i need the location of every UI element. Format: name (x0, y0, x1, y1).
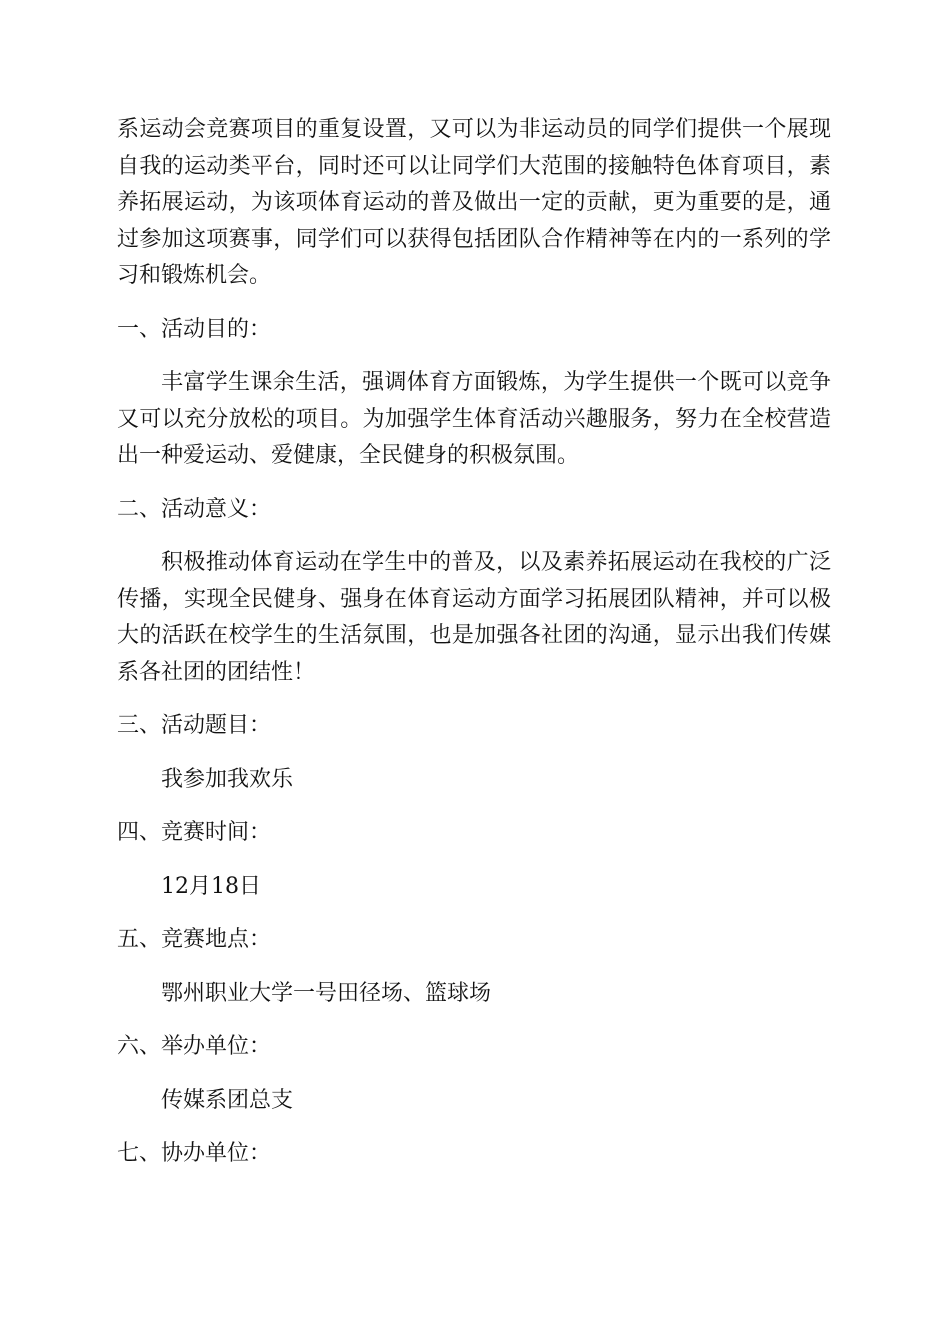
section-heading-location: 五、竞赛地点： (117, 927, 272, 952)
section-body-significance: 积极推动体育运动在学生中的普及，以及素养拓展运动在我校的广泛传播，实现全民健身、强身在体育运动方面学习拓展团队精神，并可以极大的活跃在校学生的生活氛围，也是加强各社团的沟通，显示出我们传媒系各社团的团结性！ (117, 550, 831, 685)
section-body-time: 12月18日 (161, 873, 261, 899)
section-heading-organizer: 六、举办单位： (117, 1034, 272, 1059)
section-body-location: 鄂州职业大学一号田径场、篮球场 (161, 980, 492, 1006)
section-body-organizer: 传媒系团总支 (161, 1087, 294, 1113)
section-heading-co-organizer: 七、协办单位： (117, 1141, 272, 1166)
section-heading-title: 三、活动题目： (117, 713, 272, 738)
document-page (117, 112, 831, 1173)
intro-paragraph: 系运动会竞赛项目的重复设置，又可以为非运动员的同学们提供一个展现自我的运动类平台，同时还可以让同学们大范围的接触特色体育项目，素养拓展运动，为该项体育运动的普及做出一定的贡献，更为重要的是，通过参加这项赛事，同学们可以获得包括团队合作精神等在内的一系列的学习和锻炼机会。 (117, 117, 831, 288)
section-heading-purpose: 一、活动目的： (117, 316, 272, 342)
section-body-title: 我参加我欢乐 (161, 766, 294, 792)
section-heading-time: 四、竞赛时间： (117, 820, 272, 845)
section-heading-significance: 二、活动意义： (117, 496, 272, 522)
section-body-purpose: 丰富学生课余生活，强调体育方面锻炼，为学生提供一个既可以竞争又可以充分放松的项目。为加强学生体育活动兴趣服务，努力在全校营造出一种爱运动、爱健康，全民健身的积极氛围。 (117, 370, 831, 468)
